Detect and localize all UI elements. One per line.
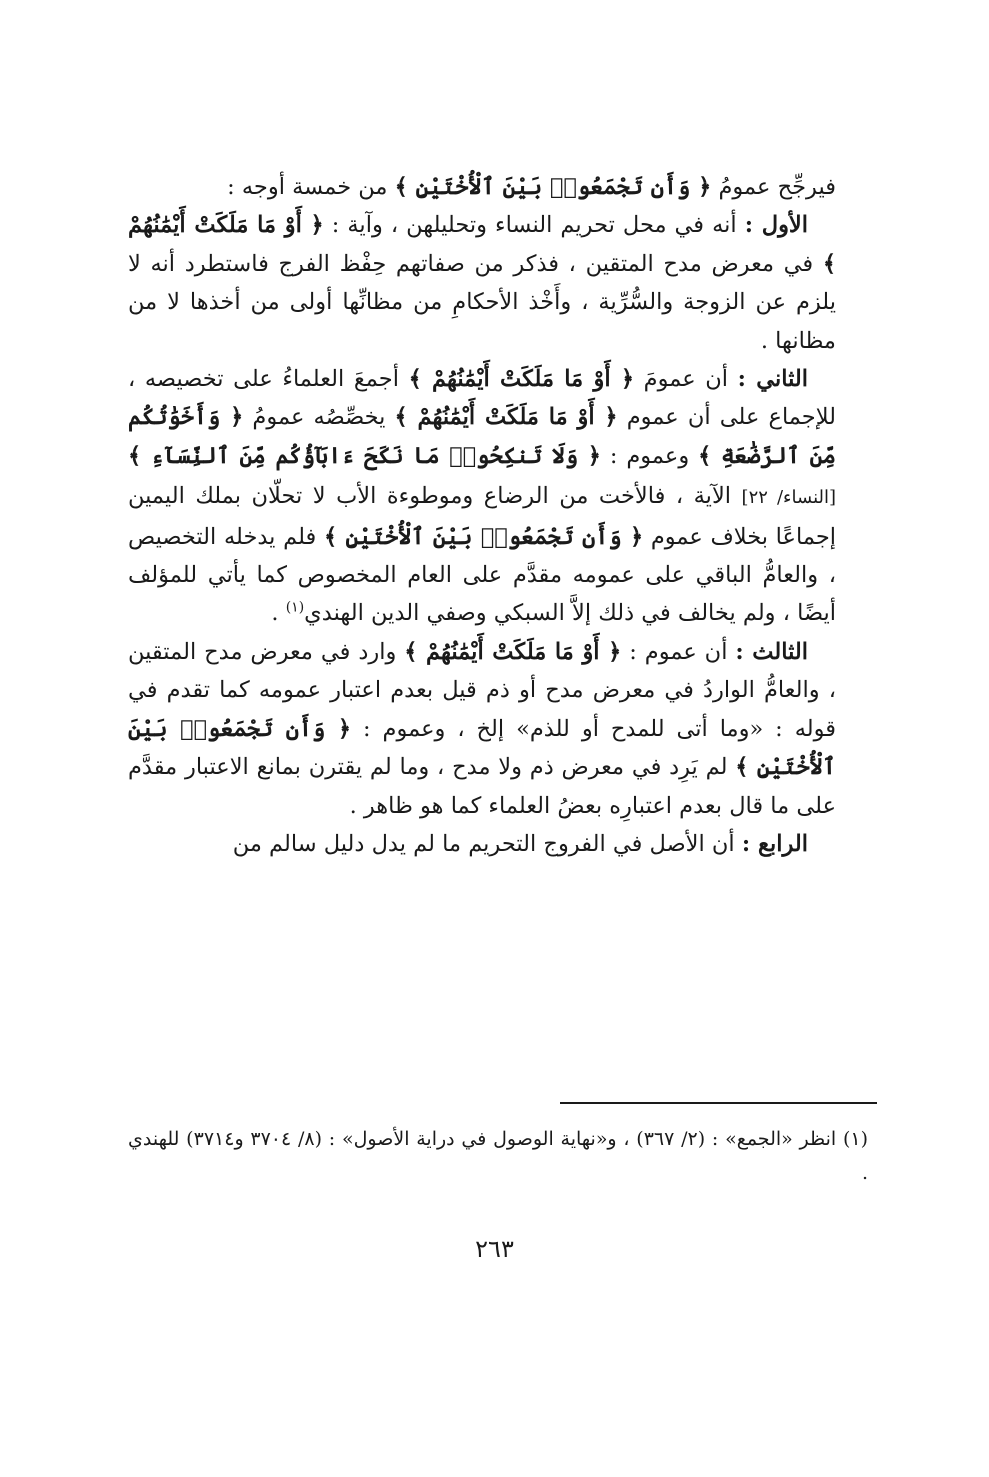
- quran-quote: ﴿ أَوْ مَا مَلَكَتْ أَيْمَٰنُهُمْ ﴾: [128, 212, 836, 277]
- text-segment: وعموم :: [600, 442, 699, 469]
- quran-quote: ﴿ وَأَن تَجْمَعُوا۟ بَيْنَ ٱلْأُخْتَيْنِ ﴾: [323, 523, 644, 550]
- text-segment: وارد في معرض مدح المتقين ، والعامُّ الواردُ في معرض مدح أو ذم قيل بعدم اعتبار عمومه كما تقدم في قوله : «وما أتى للمدح أو للذم» إلخ ، وعموم :: [128, 638, 836, 742]
- quran-quote: ﴿ أَوْ مَا مَلَكَتْ أَيْمَٰنُهُمْ ﴾: [404, 638, 622, 665]
- section-lead: الرابع :: [741, 830, 808, 857]
- citation: [النساء/ ٢٢]: [741, 487, 837, 509]
- paragraph: [128, 206, 836, 360]
- footnote: (١) انظر «الجمع» : (٢/ ٣٦٧) ، و«نهاية الوصول في دراية الأصول» : (٨/ ٣٧٠٤ و٣٧١٤) للهندي .: [128, 1128, 868, 1184]
- footnotes: [128, 1122, 868, 1190]
- text-segment: أجمعَ العلماءُ على تخصيصه ، للإجماع على أن عموم: [128, 366, 836, 431]
- text-segment: من خمسة أوجه :: [227, 174, 395, 200]
- quran-quote: ﴿ وَأَخَوَٰتُكُم مِّنَ ٱلرَّضَٰعَةِ ﴾: [128, 404, 837, 469]
- paragraph: [128, 168, 836, 206]
- page-number: ٢٦٣: [475, 1235, 514, 1263]
- text-segment: الآية ، فالأخت من الرضاع وموطوءة الأب لا تحلّان بملك اليمين إجماعًا بخلاف عموم: [128, 483, 836, 550]
- quran-quote: ﴿ وَأَن تَجْمَعُوا۟ بَيْنَ ٱلْأُخْتَيْنِ ﴾: [128, 715, 836, 781]
- paragraph: [128, 825, 836, 863]
- text-segment: يخصِّصُه عمومُ: [243, 404, 395, 431]
- footnote-separator: [560, 1102, 877, 1104]
- text-segment: أن عموم :: [621, 638, 736, 665]
- text-segment: فيرجِّح عمومُ: [711, 174, 836, 200]
- section-lead: الثالث :: [735, 638, 809, 665]
- text-segment: أن عمومَ: [634, 366, 738, 393]
- quran-quote: ﴿ أَوْ مَا مَلَكَتْ أَيْمَٰنُهُمْ ﴾: [394, 404, 618, 431]
- main-text: [128, 168, 836, 863]
- quran-quote: ﴿ وَأَن تَجْمَعُوا۟ بَيْنَ ٱلْأُخْتَيْنِ ﴾: [394, 174, 712, 200]
- text-segment: أن الأصل في الفروج التحريم ما لم يدل دليل سالم من: [232, 830, 742, 857]
- text-segment: أنه في محل تحريم النساء وتحليلهن ، وآية :: [323, 212, 745, 239]
- text-segment: فلم يدخله التخصيص ، والعامُّ الباقي على عمومه مقدَّم على العام المخصوص كما يأتي للمؤلف أيضًا ، ولم يخالف في ذلك إلاَّ السبكي وصفي الدين الهندي: [128, 523, 836, 627]
- footnote-marker: (١): [285, 599, 305, 616]
- section-lead: الأول :: [744, 212, 809, 239]
- quran-quote: ﴿ وَلَا تَنكِحُوا۟ مَا نَكَحَ ءَابَآؤُكُم مِّنَ ٱلنِّسَآءِ ﴾: [128, 442, 601, 469]
- quran-quote: ﴿ أَوْ مَا مَلَكَتْ أَيْمَٰنُهُمْ ﴾: [408, 366, 635, 393]
- section-lead: الثاني :: [737, 366, 809, 393]
- paragraph: [128, 633, 836, 825]
- text-segment: في معرض مدح المتقين ، فذكر من صفاتهم حِفْظ الفرج فاستطرد أنه لا يلزم عن الزوجة والسُّرِّية ، وأَخْذ الأحكامِ من مظانِّها أولى من أخذها لا من مظانها .: [128, 250, 836, 354]
- paragraph: [128, 360, 836, 633]
- text-segment: لم يَرِد في معرض ذم ولا مدح ، وما لم يقترن بمانع الاعتبار مقدَّم على ما قال بعدم اعتبارِه بعضُ العلماء كما هو ظاهر .: [128, 754, 836, 819]
- text-segment: .: [271, 600, 286, 627]
